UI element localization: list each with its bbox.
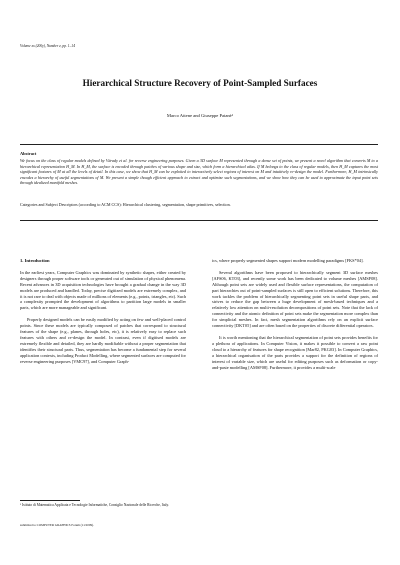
paragraph: Several algorithms have been proposed to hierarchically segment 3D surface meshes [AFS06, KT03], and recently some work has been dedicated to volume meshes [AMSF08]. Although point sets are widely used and flexible surface representations, the computation of part hierarchies out of point-sampled surfaces is still open to efficient solutions. Therefore, this work tackles the problem of hierarchically segmenting point sets in useful shape parts, and strives to reduce the gap between a huge development of mesh-based techniques and a relatively low attention on multi-resolution decompositions of point sets. Note that the lack of connectivity and the atomic definition of point sets make the segmentation more complex than for simplicial meshes. In fact, mesh segmentation algorithms rely on an explicit surface connectivity [DKT05] and are often based on the properties of discrete differential operators. — [212, 269, 378, 329]
section-heading: 1. Introduction — [20, 258, 50, 263]
paragraph: It is worth mentioning that the hierarchical segmentation of point sets provides benefits for a plethora of applications. In Computer Vision, it makes it possible to convert a raw point cloud to a hierarchy of features for shape recognition [Mar82, PKG03]. In Computer Graphics, a hierarchical organisation of the parts provides a support for the definition of regions of interest of variable size, which are useful for editing purposes such as deformation or copy-and-paste modelling [AMSF08]. Furthermore, it provides a multi-scale — [212, 334, 378, 370]
abstract-bottom-rule — [20, 220, 378, 221]
left-column — [20, 258, 186, 371]
paper-authors: Marco Attene and Giuseppe Patanè¹ — [166, 113, 234, 118]
journal-header: Volume xx (200y), Number z, pp. 1–14 — [20, 44, 75, 48]
submission-note: submitted to COMPUTER GRAPHICS Forum (11/2009). — [20, 523, 94, 527]
right-column — [212, 258, 378, 376]
footnote-rule — [20, 500, 80, 501]
abstract-heading: Abstract — [20, 151, 37, 156]
abstract-categories: Categories and Subject Descriptors (according to ACM CCS): Hierarchical clustering, segmentation, shape primitives, selection. — [20, 202, 231, 207]
abstract-text: We focus on the class of regular models defined by Várady et al. for reverse engineering purposes. Given a 3D surface M represented through a dense set of points, we present a novel algorithm that converts M to a hierarchical representation H_M. In H_M, the surface is encoded through patches of various shape and size, which form a hierarchical atlas. If M belongs to the class of regular models, then H_M captures the most significant features of M at all the levels of detail. In this case, we show that H_M can be exploited to interactively select regions of interest on M and intuitively re-design the model. Furthermore, H_M intrinsically encodes a hierarchy of useful segmentations of M. We present a simple though efficient approach to extract and optimize such segmentations, and we show how they can be used to approximate the input point sets through idealized manifold meshes. — [20, 158, 378, 186]
paragraph: ics, where properly segmented shapes support modern modelling paradigms [FKS*04]. — [212, 258, 364, 263]
abstract-top-rule — [20, 144, 378, 145]
paper-title: Hierarchical Structure Recovery of Point-Sampled Surfaces — [82, 78, 318, 88]
paragraph: Properly designed models can be easily modified by acting on few and well-placed control points. Since these models are typically composed of patches that correspond to structural features of the shape (e.g., planes, through holes, etc), it is relatively easy to replace such features with others and re-design the model. In contrast, even if digitised models are extremely flexible and detailed, they are hardly modifiable without a proper segmentation that identifies their structural parts. Thus, segmentation has become a fundamental step for several application contexts, including Product Modelling, where segmented surfaces are computed for reverse engineering purposes [VMC97], and Computer Graph- — [20, 317, 186, 364]
footnote: ¹ Istituto di Matematica Applicata e Tecnologie Informatiche, Consiglio Nazionale delle Ricerche, Italy. — [20, 503, 169, 507]
paragraph: In the earliest years, Computer Graphics was dominated by synthetic shapes, either created by designers through proper software tools or generated out of simulation of physical phenomena. Recent advances in 3D acquisition technologies have brought a gradual change in the way 3D models are produced and handled. Today, precise digitized models are extremely complex, and it is not rare to deal with objects made of millions of elements (e.g., points, triangles, etc). Such a complexity prompted the development of algorithms to partition large models in smaller parts, which are more manageable and significant. — [20, 269, 186, 311]
